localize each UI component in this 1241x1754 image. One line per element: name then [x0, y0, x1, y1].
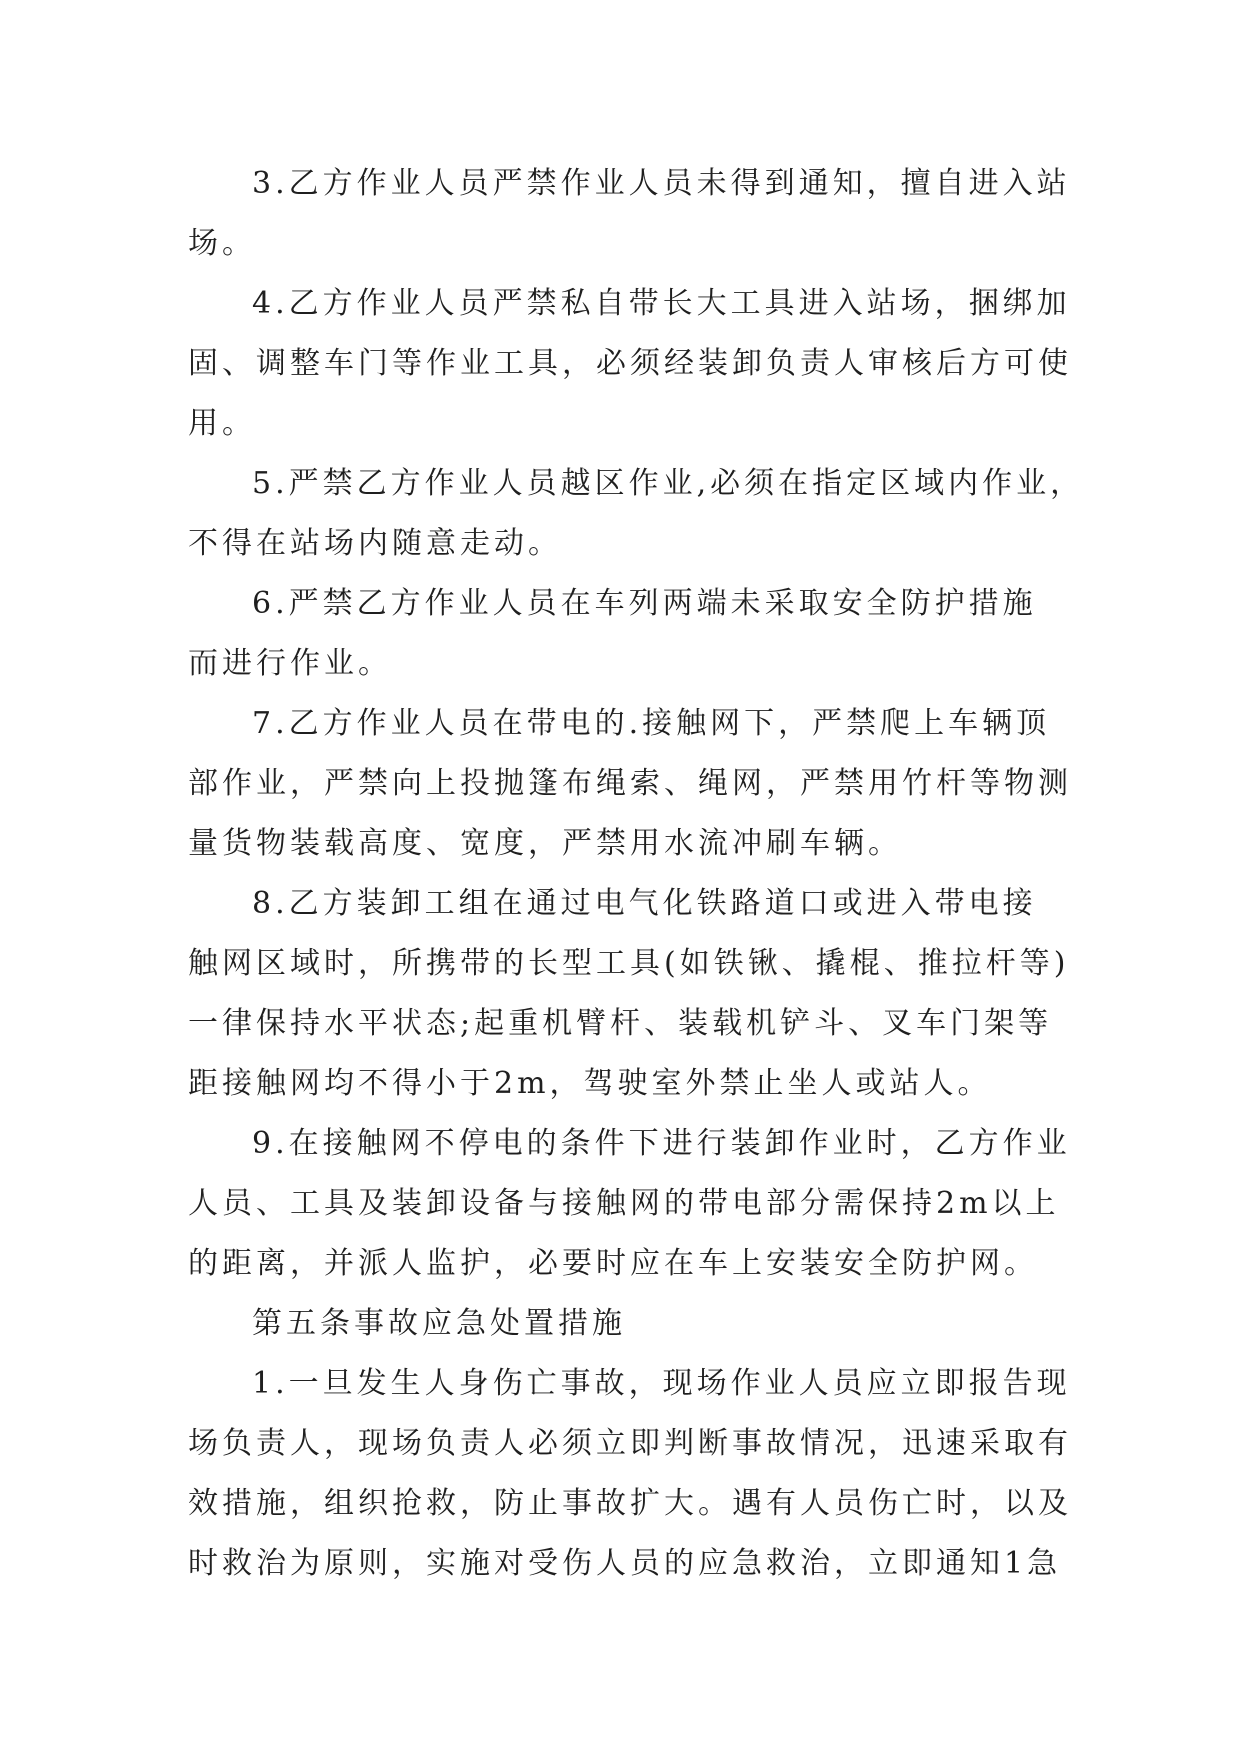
paragraph-8-line-2: 触网区域时，所携带的长型工具(如铁锹、撬棍、推拉杆等): [188, 946, 1070, 981]
paragraph-4-line-2: 固、调整车门等作业工具，必须经装卸负责人审核后方可使: [188, 346, 1072, 381]
paragraph-emergency-1-line-1: 1.一旦发生人身伤亡事故，现场作业人员应立即报告现: [252, 1366, 1071, 1401]
paragraph-3-line-2: 场。: [188, 226, 256, 261]
paragraph-7-line-1: 7.乙方作业人员在带电的.接触网下，严禁爬上车辆顶: [252, 706, 1051, 741]
paragraph-5-line-2: 不得在站场内随意走动。: [188, 526, 562, 561]
paragraph-emergency-1-line-3: 效措施，组织抢救，防止事故扩大。遇有人员伤亡时，以及: [188, 1486, 1072, 1521]
paragraph-8-line-3: 一律保持水平状态;起重机臂杆、装载机铲斗、叉车门架等: [188, 1006, 1053, 1041]
paragraph-6-line-2: 而进行作业。: [188, 646, 392, 681]
paragraph-5-line-1: 5.严禁乙方作业人员越区作业,必须在指定区域内作业，: [252, 466, 1085, 501]
paragraph-3-line-1: 3.乙方作业人员严禁作业人员未得到通知，擅自进入站: [252, 166, 1071, 201]
paragraph-9-line-3: 的距离，并派人监护，必要时应在车上安装安全防护网。: [188, 1246, 1038, 1281]
paragraph-4-line-1: 4.乙方作业人员严禁私自带长大工具进入站场，捆绑加: [252, 286, 1071, 321]
paragraph-emergency-1-line-2: 场负责人，现场负责人必须立即判断事故情况，迅速采取有: [188, 1426, 1072, 1461]
paragraph-8-line-4: 距接触网均不得小于2m，驾驶室外禁止坐人或站人。: [188, 1066, 992, 1101]
paragraph-emergency-1-line-4: 时救治为原则，实施对受伤人员的应急救治，立即通知1急: [188, 1546, 1062, 1581]
paragraph-6-line-1: 6.严禁乙方作业人员在车列两端未采取安全防护措施: [252, 586, 1037, 621]
paragraph-7-line-2: 部作业，严禁向上投抛篷布绳索、绳网，严禁用竹杆等物测: [188, 766, 1072, 801]
document-body: [188, 154, 1085, 1594]
section-heading-article-5: 第五条事故应急处置措施: [252, 1306, 626, 1341]
paragraph-7-line-3: 量货物装载高度、宽度，严禁用水流冲刷车辆。: [188, 826, 902, 861]
paragraph-9-line-2: 人员、工具及装卸设备与接触网的带电部分需保持2m以上: [188, 1186, 1060, 1221]
paragraph-8-line-1: 8.乙方装卸工组在通过电气化铁路道口或进入带电接: [252, 886, 1037, 921]
paragraph-4-line-3: 用。: [188, 406, 256, 441]
paragraph-9-line-1: 9.在接触网不停电的条件下进行装卸作业时，乙方作业: [252, 1126, 1071, 1161]
